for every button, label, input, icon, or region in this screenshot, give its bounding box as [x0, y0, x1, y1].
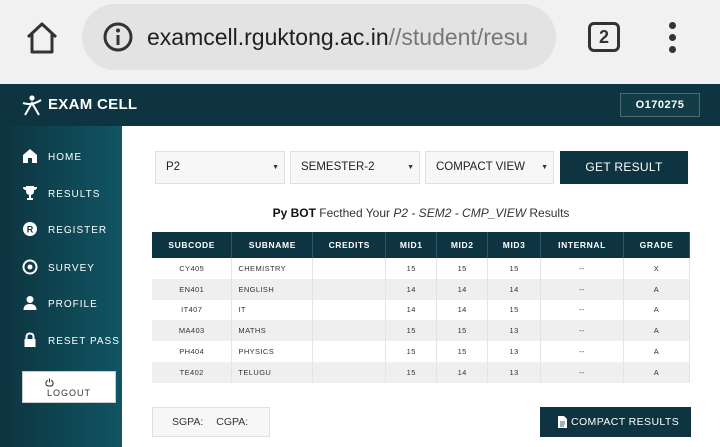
logout-label: LOGOUT: [46, 388, 91, 398]
status-detail: P2 - SEM2 - CMP_VIEW: [393, 206, 527, 220]
bot-name: Py BOT: [272, 206, 316, 220]
table-cell: 13: [488, 320, 541, 341]
table-row: [152, 300, 690, 321]
table-cell: PH404: [152, 341, 232, 362]
compact-results-button[interactable]: [540, 407, 691, 437]
table-row: [152, 279, 690, 300]
table-cell: TE402: [152, 362, 232, 383]
brand-title: EXAM CELL: [48, 96, 138, 113]
logo-icon: [22, 94, 42, 116]
table-row: [152, 320, 690, 341]
view-select[interactable]: [425, 151, 554, 184]
table-cell: [313, 279, 386, 300]
year-select-value: P2: [166, 161, 181, 173]
chevron-down-icon: ▼: [541, 164, 548, 171]
user-icon: [22, 295, 38, 311]
cgpa-label: CGPA:: [216, 416, 249, 428]
sidebar-item-label: SURVEY: [48, 263, 95, 274]
table-cell: 15: [386, 258, 437, 279]
column-header: INTERNAL: [541, 232, 624, 258]
sidebar-item-home[interactable]: [0, 142, 122, 172]
table-cell: [313, 258, 386, 279]
table-row: [152, 362, 690, 383]
table-cell: 14: [437, 300, 488, 321]
home-icon[interactable]: [24, 20, 60, 56]
sidebar-item-reset-pass[interactable]: [0, 326, 122, 356]
column-header: GRADE: [624, 232, 690, 258]
table-cell: 15: [437, 341, 488, 362]
gpa-summary: [152, 407, 270, 437]
sidebar-item-label: RESULTS: [48, 189, 101, 200]
table-cell: [313, 300, 386, 321]
logout-button[interactable]: [22, 371, 116, 403]
info-icon[interactable]: [102, 21, 134, 53]
view-select-value: COMPACT VIEW: [436, 161, 526, 173]
table-cell: A: [624, 362, 690, 383]
table-cell: 13: [488, 341, 541, 362]
sidebar-item-label: REGISTER: [48, 225, 108, 236]
browser-toolbar: [0, 0, 720, 84]
column-header: SUBNAME: [232, 232, 313, 258]
column-header: MID3: [488, 232, 541, 258]
table-cell: --: [541, 279, 624, 300]
sidebar-item-label: HOME: [48, 152, 82, 163]
table-cell: 15: [488, 300, 541, 321]
column-header: CREDITS: [313, 232, 386, 258]
table-cell: X: [624, 258, 690, 279]
table-cell: TELUGU: [232, 362, 313, 383]
table-cell: A: [624, 341, 690, 362]
table-cell: 15: [386, 341, 437, 362]
results-table: [152, 232, 690, 383]
table-row: [152, 341, 690, 362]
table-cell: 15: [437, 258, 488, 279]
sidebar-item-label: RESET PASS: [48, 336, 120, 347]
sidebar-item-results[interactable]: [0, 179, 122, 209]
sidebar-item-label: PROFILE: [48, 299, 98, 310]
table-cell: 14: [488, 279, 541, 300]
target-icon: [22, 259, 38, 275]
semester-select[interactable]: [290, 151, 420, 184]
svg-text:R: R: [26, 224, 34, 235]
table-cell: PHYSICS: [232, 341, 313, 362]
main-content: [122, 126, 720, 447]
table-row: [152, 258, 690, 279]
power-icon: [45, 378, 54, 387]
table-cell: [313, 320, 386, 341]
table-cell: A: [624, 320, 690, 341]
table-header-row: [152, 232, 690, 258]
sgpa-label: SGPA:: [172, 416, 204, 428]
table-cell: 14: [437, 279, 488, 300]
sidebar-item-register[interactable]: [0, 215, 122, 245]
table-cell: 13: [488, 362, 541, 383]
table-cell: MA403: [152, 320, 232, 341]
table-cell: [313, 341, 386, 362]
column-header: MID1: [386, 232, 437, 258]
table-cell: A: [624, 279, 690, 300]
table-cell: MATHS: [232, 320, 313, 341]
table-cell: --: [541, 320, 624, 341]
sidebar-item-profile[interactable]: [0, 289, 122, 319]
table-cell: --: [541, 362, 624, 383]
lock-icon: [22, 332, 38, 348]
more-menu-icon[interactable]: [664, 22, 680, 54]
status-message: [122, 206, 720, 220]
compact-results-label: COMPACT RESULTS: [571, 416, 680, 428]
column-header: MID2: [437, 232, 488, 258]
home-icon: [22, 148, 38, 164]
sidebar: [0, 126, 122, 447]
sidebar-item-survey[interactable]: [0, 253, 122, 283]
chevron-down-icon: ▼: [407, 164, 414, 171]
table-cell: --: [541, 341, 624, 362]
address-bar[interactable]: [82, 4, 556, 70]
table-cell: IT: [232, 300, 313, 321]
semester-select-value: SEMESTER-2: [301, 161, 375, 173]
table-cell: 14: [437, 362, 488, 383]
chevron-down-icon: ▼: [272, 164, 279, 171]
trophy-icon: [22, 185, 38, 201]
table-cell: --: [541, 258, 624, 279]
table-cell: 15: [437, 320, 488, 341]
url-text[interactable]: examcell.rguktong.ac.in//student/resu: [147, 24, 528, 50]
table-cell: ENGLISH: [232, 279, 313, 300]
table-cell: 15: [488, 258, 541, 279]
table-cell: IT407: [152, 300, 232, 321]
table-cell: A: [624, 300, 690, 321]
get-result-button[interactable]: GET RESULT: [560, 151, 688, 184]
app-header: [0, 84, 720, 126]
document-icon: [558, 416, 567, 428]
table-cell: 15: [386, 362, 437, 383]
status-suffix: Results: [529, 206, 570, 220]
table-cell: CHEMISTRY: [232, 258, 313, 279]
table-cell: CY405: [152, 258, 232, 279]
tab-switcher-button[interactable]: 2: [588, 22, 620, 52]
user-id-badge[interactable]: O170275: [620, 93, 700, 117]
table-cell: --: [541, 300, 624, 321]
table-cell: [313, 362, 386, 383]
column-header: SUBCODE: [152, 232, 232, 258]
status-prefix: Fecthed Your: [319, 206, 390, 220]
table-cell: 14: [386, 279, 437, 300]
register-icon: [22, 221, 38, 237]
table-cell: 15: [386, 320, 437, 341]
table-cell: 14: [386, 300, 437, 321]
table-cell: EN401: [152, 279, 232, 300]
year-select[interactable]: [155, 151, 285, 184]
